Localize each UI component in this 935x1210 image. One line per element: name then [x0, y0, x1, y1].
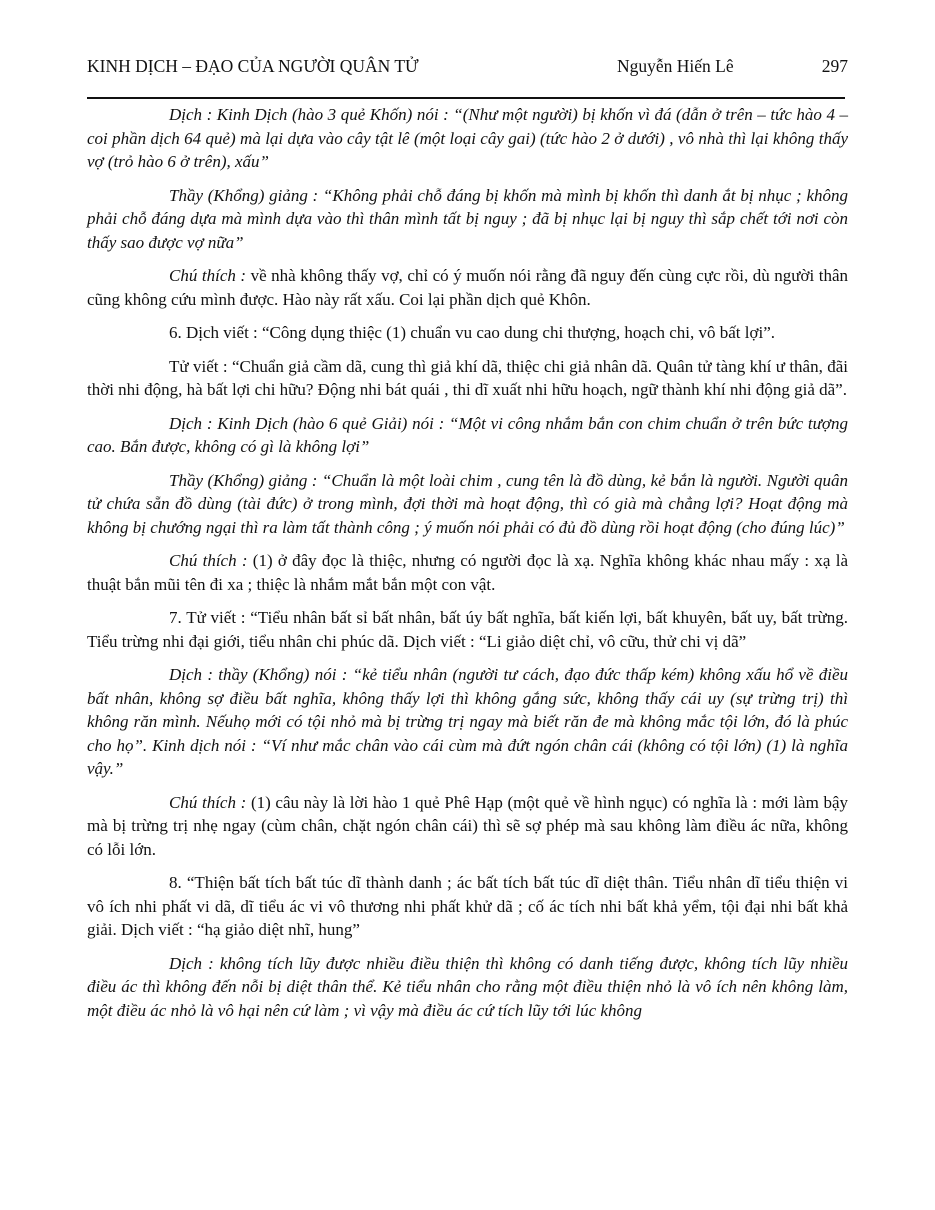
header-rule: [87, 97, 845, 99]
paragraph-text: Dịch : Kinh Dịch (hào 3 quẻ Khốn) nói : “(Như một người) bị khốn vì đá (dẫn ở trên – tức hào 4 – coi phần dịch 64 quẻ) mà lại dựa vào cây tật lê (một loại cây gai) (tức hào 2 ở dưới) , vô nhà thì lại không thấy vợ (trỏ hào 6 ở trên), xấu”: [87, 105, 848, 171]
note-label: Chú thích :: [169, 266, 247, 285]
paragraph: [87, 871, 848, 942]
paragraph-text: Dịch : không tích lũy được nhiều điều thiện thì không có danh tiếng được, không tích lũy nhiều điều ác thì không đến nỗi bị diệt thân thể. Kẻ tiểu nhân cho rằng một điều thiện nhỏ là vô ích nên không làm, một điều ác nhỏ là vô hại nên cứ làm ; vì vậy mà điều ác cứ tích lũy tới lúc không: [87, 953, 848, 1020]
paragraph-text: (1) câu này là lời hào 1 quẻ Phê Hạp (một quẻ về hình ngục) có nghĩa là : mới làm bậy mà bị trừng trị nhẹ ngay (cùm chân, chặt ngón chân cái) thì sẽ sợ phép mà sau không làm điều ác nữa, không có lỗi lớn.: [87, 792, 849, 859]
paragraph-text: Dịch : Kinh Dịch (hào 6 quẻ Giải) nói : “Một vi công nhắm bắn con chim chuẩn ở trên bức tượng cao. Bắn được, không có gì là không lợi”: [87, 413, 848, 456]
book-title: KINH DỊCH – ĐẠO CỦA NGƯỜI QUÂN TỬ: [87, 56, 419, 76]
paragraph: [87, 184, 848, 255]
paragraph: [87, 264, 848, 311]
paragraph: [87, 103, 848, 174]
paragraph-text: về nhà không thấy vợ, chỉ có ý muốn nói rằng đã nguy đến cùng cực rồi, dù người thân cũng không cứu mình được. Hào này rất xấu. Coi lại phần dịch quẻ Khôn.: [87, 266, 848, 309]
paragraph-text: Tử viết : “Chuẩn giả cầm dã, cung thì giả khí dã, thiệc chi giả nhân dã. Quân tử tàng khí ư thân, đãi thời nhi động, hà bất lợi chi hữu? Động nhi bát quái , thi dĩ xuất nhi hữu hoạch, ngữ thành khí nhi động giả dã”.: [87, 356, 848, 399]
running-header: [87, 56, 848, 82]
paragraph-text: Dịch : thầy (Khổng) nói : “kẻ tiểu nhân (người tư cách, đạo đức thấp kém) không xấu hổ về điều bất nhân, không sợ điều bất nghĩa, không thấy lợi thì không gắng sức, không thấy cái uy (sự trừng trị) thì không răn mình. Nếuhọ mới có tội nhỏ mà bị trừng trị ngay mà biết răn đe mà không mắc tội lớn, đó là phúc cho họ”. Kinh dịch nói : “Ví như mắc chân vào cái cùm mà đứt ngón chân cái (không có tội lớn) (1) là nghĩa vậy.”: [87, 665, 848, 778]
paragraph-text: Thầy (Khổng) giảng : “Chuẩn là một loài chim , cung tên là đồ dùng, kẻ bắn là người. Người quân tử chứa sẵn đồ dùng (tài đức) ở trong mình, đợi thời mà hoạt động, thì có già mà chẳng lợi? Hoạt động mà không bị chướng ngại thì ra làm tất thành công ; ý muốn nói phải có đủ đồ dùng rồi hoạt động (cho đúng lúc)”: [87, 470, 848, 537]
paragraph-text: (1) ở đây đọc là thiệc, nhưng có người đọc là xạ. Nghĩa không khác nhau mấy : xạ là thuật bắn mũi tên đi xa ; thiệc là nhắm mắt bắn một con vật.: [87, 551, 848, 594]
paragraph-text: 7. Tử viết : “Tiểu nhân bất sỉ bất nhân, bất úy bất nghĩa, bất kiến lợi, bất khuyên, bất uy, bất trừng. Tiểu trừng nhi đại giới, tiểu nhân chi phúc dã. Dịch viết : “Li giảo diệt chỉ, vô cữu, thử chi vị dã”: [87, 608, 848, 651]
paragraph-text: 8. “Thiện bất tích bất túc dĩ thành danh ; ác bất tích bất túc dĩ diệt thân. Tiểu nhân dĩ tiểu thiện vi vô ích nhi phất vi dã, dĩ tiểu ác vi vô thương nhi phất khử dã ; cố ác tích nhi bất khả yểm, tội đại nhi bất khả giải. Dịch viết : “hạ giảo diệt nhĩ, hung”: [87, 873, 848, 939]
paragraph: [87, 469, 848, 540]
paragraph: [87, 606, 848, 653]
paragraph: [87, 663, 848, 781]
body-text: [87, 103, 848, 1032]
note-label: Chú thích :: [169, 551, 248, 570]
note-label: Chú thích :: [169, 792, 247, 812]
paragraph: [87, 549, 848, 596]
page-number: 297: [821, 56, 848, 76]
paragraph: [87, 791, 848, 862]
author-name: Nguyễn Hiến Lê: [617, 56, 734, 76]
paragraph: [87, 952, 848, 1023]
paragraph-text: 6. Dịch viết : “Công dụng thiệc (1) chuẩn vu cao dung chi thượng, hoạch chi, vô bất lợi”.: [169, 323, 775, 342]
paragraph: [87, 412, 848, 459]
paragraph: [87, 321, 848, 345]
paragraph: [87, 355, 848, 402]
paragraph-text: Thầy (Khổng) giảng : “Không phải chỗ đáng bị khốn mà mình bị khốn thì danh ắt bị nhục ; không phải chỗ đáng dựa mà mình dựa vào thì thân mình tất bị nguy ; đã bị nhục lại bị nguy thì sắp chết tới nơi còn thấy sao được vợ nữa”: [87, 185, 848, 252]
